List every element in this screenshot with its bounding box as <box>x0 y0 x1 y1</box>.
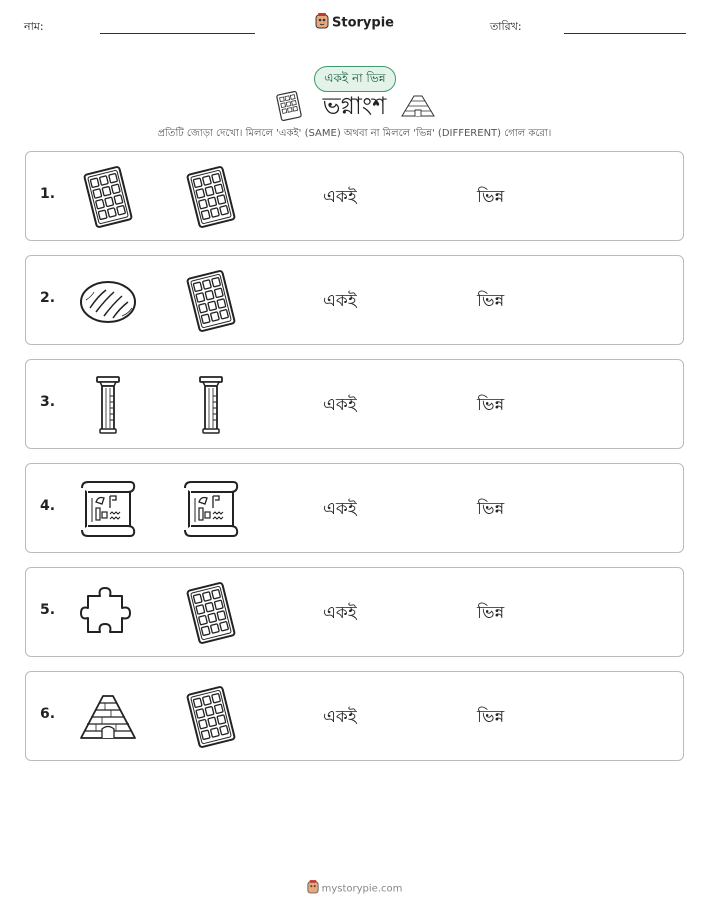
option-same[interactable]: একই <box>323 187 357 207</box>
chocolate-bar-icon <box>181 270 241 332</box>
option-same[interactable]: একই <box>323 499 357 519</box>
option-same[interactable]: একই <box>323 707 357 727</box>
question-number: 5. <box>40 602 56 618</box>
column-icon <box>181 374 241 436</box>
option-different[interactable]: ভিন্ন <box>477 707 505 727</box>
date-label: তারিখ: <box>490 20 522 33</box>
question-number: 2. <box>40 290 56 306</box>
option-different[interactable]: ভিন্ন <box>477 603 505 623</box>
question-number: 6. <box>40 706 56 722</box>
bread-loaf-icon <box>78 270 138 332</box>
question-row <box>25 671 684 761</box>
option-same[interactable]: একই <box>323 291 357 311</box>
category-badge: একই না ভিন্ন <box>314 66 396 92</box>
question-row <box>25 359 684 449</box>
name-label: নাম: <box>24 20 44 33</box>
question-number: 1. <box>40 186 56 202</box>
question-row <box>25 463 684 553</box>
question-row <box>25 151 684 241</box>
option-different[interactable]: ভিন্ন <box>477 291 505 311</box>
name-line[interactable] <box>100 33 255 34</box>
option-different[interactable]: ভিন্ন <box>477 187 505 207</box>
option-different[interactable]: ভিন্ন <box>477 499 505 519</box>
puzzle-piece-icon <box>78 582 138 644</box>
footer <box>0 880 709 897</box>
papyrus-scroll-icon <box>181 478 241 540</box>
option-different[interactable]: ভিন্ন <box>477 395 505 415</box>
chocolate-bar-icon <box>78 166 138 228</box>
question-row <box>25 255 684 345</box>
page-title: ভগ্নাংশ <box>322 92 387 120</box>
option-same[interactable]: একই <box>323 603 357 623</box>
storypie-logo-icon <box>307 880 319 897</box>
brand-name: Storypie <box>332 15 394 31</box>
storypie-logo-icon <box>315 13 329 33</box>
pyramid-icon <box>78 686 138 748</box>
question-number: 4. <box>40 498 56 514</box>
pyramid-icon <box>400 92 436 124</box>
brand-logo <box>0 13 709 33</box>
chocolate-bar-icon <box>181 582 241 644</box>
question-row <box>25 567 684 657</box>
option-same[interactable]: একই <box>323 395 357 415</box>
column-icon <box>78 374 138 436</box>
papyrus-scroll-icon <box>78 478 138 540</box>
chocolate-bar-icon <box>181 686 241 748</box>
instructions: প্রতিটি জোড়া দেখো। মিললে 'একই' (SAME) অথবা না মিললে 'ভিন্ন' (DIFFERENT) গোল করো। <box>157 128 552 139</box>
chocolate-bar-icon <box>181 166 241 228</box>
question-number: 3. <box>40 394 56 410</box>
footer-url[interactable]: mystorypie.com <box>321 883 403 895</box>
date-line[interactable] <box>564 33 686 34</box>
